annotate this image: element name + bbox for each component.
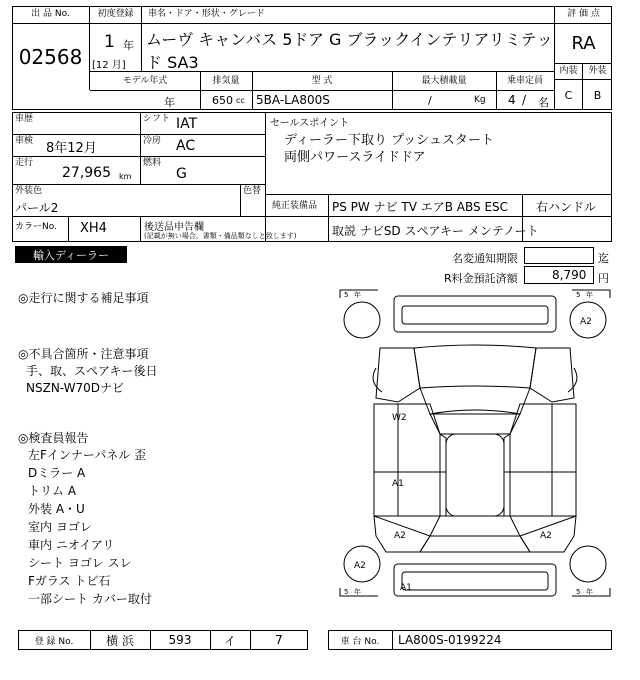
year-unit: 年 bbox=[123, 39, 134, 52]
inspector-line: シート ヨゴレ スレ bbox=[28, 556, 132, 570]
inspector-line: 室内 ヨゴレ bbox=[28, 520, 92, 534]
interior-label: 内装 bbox=[554, 64, 583, 80]
month-value: [12 月] bbox=[92, 60, 126, 71]
inspector-title: ◎検査員報告 bbox=[18, 431, 89, 445]
year-value: 1 bbox=[104, 32, 115, 52]
sales-point-line2: 両側パワースライドドア bbox=[284, 150, 426, 165]
reg-class: 593 bbox=[168, 633, 192, 647]
mileage-unit: km bbox=[119, 172, 132, 181]
inspector-line: 左Fインナーパネル 歪 bbox=[28, 448, 147, 462]
capacity-value: 4 bbox=[508, 93, 516, 107]
report-label: 後送品申告欄 bbox=[144, 222, 204, 233]
load-slash: / bbox=[428, 94, 432, 107]
driving-title: ◎走行に関する補足事項 bbox=[18, 291, 149, 305]
mileage-label: 走行 bbox=[15, 158, 34, 168]
defects-line: NSZN-W70Dナビ bbox=[26, 381, 125, 395]
damage-mark: A2 bbox=[540, 531, 552, 541]
steering-value: 右ハンドル bbox=[536, 200, 597, 214]
first-reg-box bbox=[90, 24, 142, 71]
name-change-label: 名変通知期限 bbox=[452, 252, 518, 265]
first-reg-label: 初度登録 bbox=[90, 6, 142, 24]
grade-value: RA bbox=[554, 24, 612, 64]
sales-point-line1: ディーラー下取り プッシュスタート bbox=[284, 133, 494, 148]
corner-label-rear-right: 5 bbox=[576, 588, 581, 596]
inspector-line: 一部シート カバー取付 bbox=[28, 592, 152, 606]
capacity-label: 乗車定員 bbox=[506, 75, 543, 86]
load-unit: Kg bbox=[474, 95, 486, 105]
inspection-value: 8年12月 bbox=[46, 141, 97, 156]
dealer-badge: 輸入ディーラー bbox=[15, 246, 127, 263]
inspector-line: 車内 ニオイアリ bbox=[28, 538, 115, 552]
defects-title: ◎不具合箇所・注意事項 bbox=[18, 347, 149, 361]
exterior-value: B bbox=[593, 88, 602, 102]
recycle-label: R料金預託済額 bbox=[444, 272, 518, 285]
lot-label: 出 品 No. bbox=[12, 6, 90, 24]
report-value: 取説 ナビSD スペアキー メンテノート bbox=[332, 224, 539, 238]
color-no-label: カラーNo. bbox=[15, 222, 57, 232]
displacement-label: 排気量 bbox=[212, 75, 240, 86]
interior-value: C bbox=[554, 80, 583, 110]
damage-mark: A1 bbox=[400, 583, 412, 593]
exterior-label: 外装 bbox=[583, 64, 612, 80]
name-label: 車名・ドア・形状・グレード bbox=[142, 6, 554, 24]
fuel-value: G bbox=[176, 166, 187, 182]
corner-unit-rear-right: 年 bbox=[586, 588, 593, 596]
fuel-label: 燃料 bbox=[143, 158, 162, 168]
shift-value: IAT bbox=[176, 116, 198, 132]
color-change-label: 色替 bbox=[243, 186, 262, 196]
chassis-label: 車 台 No. bbox=[340, 636, 380, 647]
recycle-value: 8,790 bbox=[552, 268, 587, 282]
defects-line: 手、取、スペアキー後日 bbox=[26, 364, 158, 378]
sales-point-label: セールスポイント bbox=[270, 118, 350, 129]
grade-label: 評 価 点 bbox=[554, 6, 612, 24]
history-label: 車歴 bbox=[15, 114, 34, 124]
reg-city: 横 浜 bbox=[106, 633, 134, 648]
corner-label-front-left: 5 bbox=[344, 291, 349, 299]
inspector-line: Fガラス トビ石 bbox=[28, 574, 111, 588]
reg-kana: イ bbox=[223, 633, 236, 648]
mileage-value: 27,965 bbox=[62, 165, 111, 181]
ac-label: 冷房 bbox=[143, 136, 162, 146]
color-value: パール2 bbox=[15, 201, 59, 215]
inspection-label: 車検 bbox=[15, 136, 34, 146]
displacement-unit: cc bbox=[236, 96, 245, 105]
capacity-slash: / bbox=[522, 93, 527, 107]
damage-mark: W2 bbox=[392, 413, 407, 423]
reg-number: 7 bbox=[275, 633, 283, 647]
max-load-label: 最大積載量 bbox=[421, 75, 467, 86]
name-change-unit: 迄 bbox=[598, 252, 609, 265]
type-value: 5BA-LA800S bbox=[256, 93, 330, 107]
car-name-line2: ド SA3 bbox=[146, 53, 199, 72]
damage-mark: A2 bbox=[354, 561, 366, 571]
capacity-unit: 名 bbox=[538, 96, 549, 109]
ac-value: AC bbox=[176, 138, 196, 154]
inspector-line: トリム A bbox=[28, 484, 77, 498]
recycle-unit: 円 bbox=[598, 272, 609, 285]
corner-unit-front-right: 年 bbox=[586, 291, 593, 299]
equipment-label: 純正装備品 bbox=[272, 201, 318, 211]
type-label: 型 式 bbox=[311, 75, 333, 86]
damage-mark: A2 bbox=[394, 531, 406, 541]
lot-number: 02568 bbox=[12, 24, 90, 90]
damage-mark: A2 bbox=[580, 317, 592, 327]
reg-label: 登 録 No. bbox=[34, 636, 74, 647]
corner-label-rear-left: 5 bbox=[344, 588, 349, 596]
corner-unit-front-left: 年 bbox=[354, 291, 361, 299]
corner-label-front-right: 5 bbox=[576, 291, 581, 299]
model-year-label: モデル年式 bbox=[122, 75, 168, 86]
damage-mark: A1 bbox=[392, 479, 404, 489]
model-year-unit: 年 bbox=[164, 96, 175, 109]
shift-label: シフト bbox=[143, 114, 171, 124]
displacement-value: 650 bbox=[212, 94, 233, 107]
corner-unit-rear-left: 年 bbox=[354, 588, 361, 596]
car-name-line1: ムーヴ キャンバス 5ドア G ブラックインテリアリミテッ bbox=[146, 30, 553, 49]
name-change-box bbox=[524, 247, 594, 264]
color-no-value: XH4 bbox=[80, 221, 107, 236]
equipment-value: PS PW ナビ TV エアB ABS ESC bbox=[332, 200, 509, 214]
chassis-value: LA800S-0199224 bbox=[398, 633, 502, 647]
car-diagram bbox=[338, 288, 612, 600]
color-label: 外装色 bbox=[15, 186, 43, 196]
inspector-line: 外装 A・U bbox=[28, 502, 85, 516]
report-note: (記載が無い場合、書類・備品類なしと致します) bbox=[144, 232, 297, 240]
inspector-line: Dミラー A bbox=[28, 466, 86, 480]
